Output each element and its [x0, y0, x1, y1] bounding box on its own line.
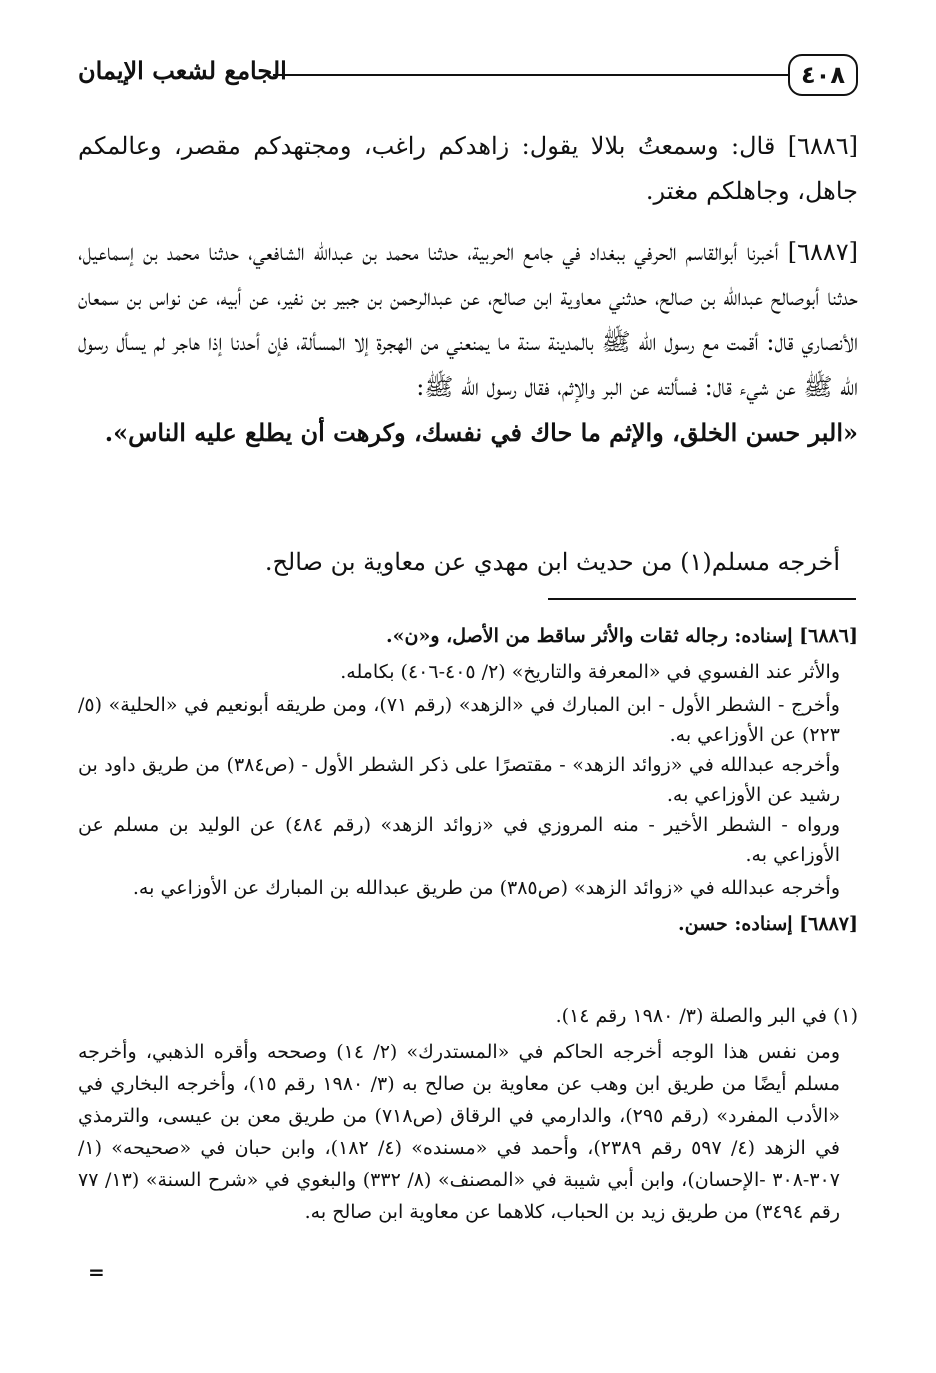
note-6886-line: وأخرجه عبدالله في «زوائد الزهد» (ص٣٨٥) من طريق عبدالله بن المبارك عن الأوزاعي به.: [132, 877, 840, 899]
note-6887-head: [٦٨٨٧] إسناده: حسن.: [678, 913, 858, 935]
page-header: [78, 46, 858, 106]
footnote-separator: [548, 598, 856, 600]
continuation-mark: =: [88, 1260, 105, 1284]
note-6886-line: ورواه - الشطر الأخير - منه المروزي في «زوائد الزهد» (رقم ٤٨٤) عن الوليد بن مسلم عن الأوزاعي به.: [78, 814, 840, 866]
hadith-6886: [78, 124, 858, 214]
footnote-1-ref: (١) في البر والصلة (٣/ ١٩٨٠ رقم ١٤).: [555, 1005, 858, 1027]
hadith-6887-text: [٦٨٨٧] أخبرنا أبوالقاسم الحرفي ببغداد في جامع الحربية، حدثنا محمد بن عبدالله الشافعي، حدثنا محمد بن إسماعيل، حدثنا أبوصالح عبدالله بن صالح، حدثني معاوية ابن صالح، عن عبدالرحمن بن جبير بن نفير، عن أبيه، عن نواس بن سمعان الأنصاري قال: أقمت مع رسول الله ﷺ بالمدينة سنة ما يمنعني من الهجرة إلا المسألة، فإن أحدنا إذا هاجر لم يسأل رسول الله ﷺ عن شيء قال: فسألته عن البر والإثم، فقال رسول الله ﷺ:: [78, 238, 858, 401]
footnote-1: [78, 998, 858, 1228]
isnad-notes: [78, 618, 858, 942]
hadith-6887: [78, 230, 858, 455]
header-rule: [273, 74, 788, 76]
hadith-6887-takhrij: أخرجه مسلم(١) من حديث ابن مهدي عن معاوية بن صالح.: [264, 548, 840, 576]
hadith-6886-text: [٦٨٨٦] قال: وسمعتُ بلالا يقول: زاهدكم راغب، ومجتهدكم مقصر، وعالمكم جاهل، وجاهلكم مغتر.: [78, 132, 858, 205]
note-6886-line: وأخرج - الشطر الأول - ابن المبارك في «الزهد» (رقم ٧١)، ومن طريقه أبونعيم في «الحلية» (٥/ ٢٢٣) عن الأوزاعي به.: [78, 694, 840, 746]
note-6886-line: وأخرجه عبدالله في «زوائد الزهد» - مقتصرًا على ذكر الشطر الأول - (ص٣٨٤) من طريق داود بن رشيد عن الأوزاعي به.: [78, 754, 841, 806]
book-title: الجامع لشعب الإيمان: [78, 56, 287, 85]
page-number: ٤٠٨: [788, 54, 858, 96]
footnote-1-detail: ومن نفس هذا الوجه أخرجه الحاكم في «المستدرك» (٢/ ١٤) وصححه وأقره الذهبي، وأخرجه مسلم أيضًا من طريق ابن وهب عن معاوية بن صالح به (٣/ ١٩٨٠ رقم ١٥)، وأخرجه البخاري في «الأدب المفرد» (رقم ٢٩٥)، والدارمي في الرقاق (ص٧١٨) من طريق معن بن عيسى، والترمذي في الزهد (٤/ ٥٩٧ رقم ٢٣٨٩)، وأحمد في «مسنده» (٤/ ١٨٢)، وابن حبان في «صحيحه» (١/ ٣٠٧-٣٠٨ -الإحسان)، وابن أبي شيبة في «المصنف» (٨/ ٣٣٢) والبغوي في «شرح السنة» (١٣/ ٧٧ رقم ٣٤٩٤) من طريق زيد بن الحباب، كلاهما عن معاوية ابن صالح به.: [78, 1041, 840, 1223]
hadith-6887-quote: «البر حسن الخلق، والإثم ما حاك في نفسك، وكرهت أن يطلع عليه الناس».: [104, 418, 858, 447]
note-6886-head: [٦٨٨٦] إسناده: رجاله ثقات والأثر ساقط من الأصل، و«ن».: [386, 625, 858, 647]
note-6886-line: والأثر عند الفسوي في «المعرفة والتاريخ» (٢/ ٤٠٥-٤٠٦) بكامله.: [340, 661, 840, 683]
